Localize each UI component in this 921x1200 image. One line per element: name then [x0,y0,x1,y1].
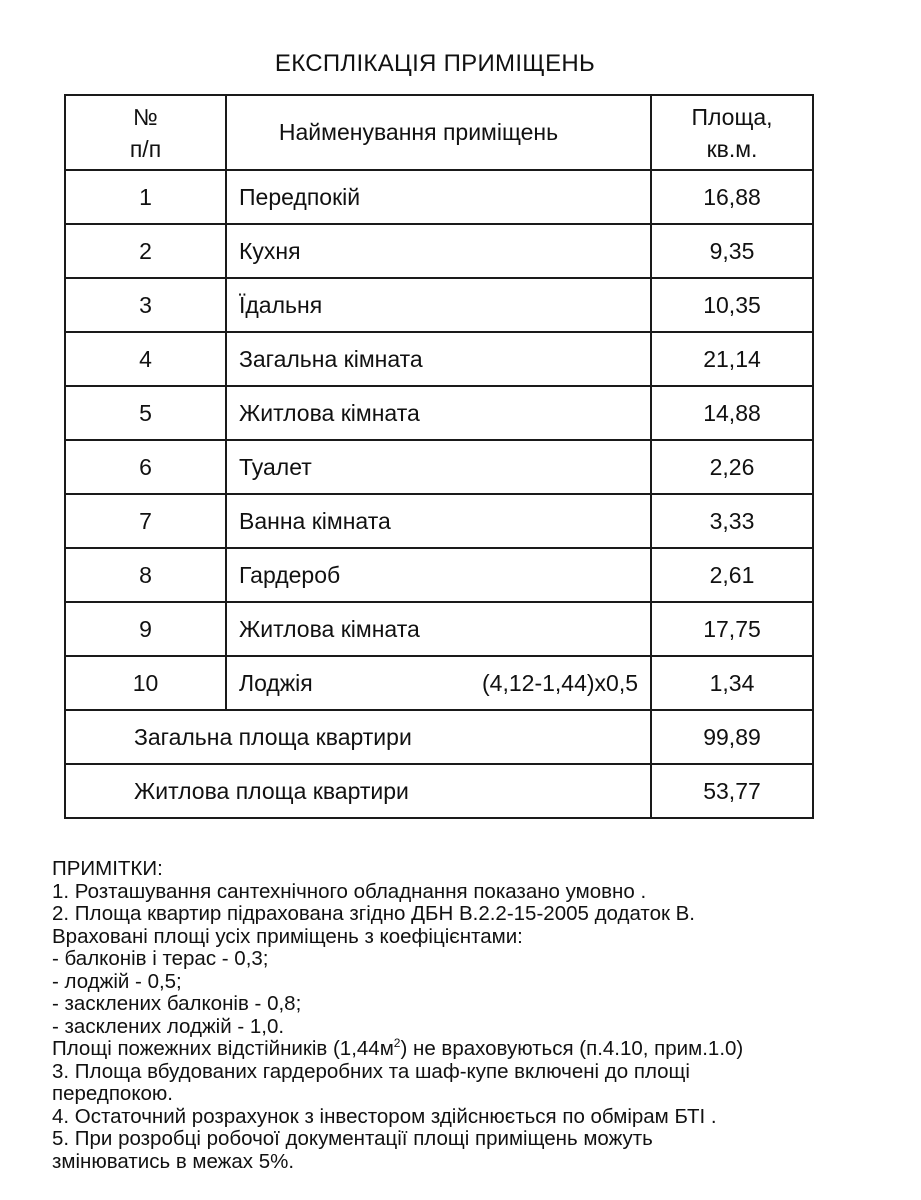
note-text: Площі пожежних відстійників (1,44м [52,1037,394,1060]
superscript: 2 [393,1036,401,1051]
note-line: - балконів і терас - 0,3; [52,947,269,970]
room-area: 1,34 [651,656,813,710]
header-number-line1: № [133,103,158,130]
notes-section [52,858,892,1173]
room-name-text: Передпокій [239,183,361,210]
room-name [226,170,651,224]
note-line: 1. Розташування сантехнічного обладнання показано умовно . [52,879,647,903]
row-number: 4 [65,332,226,386]
room-name [226,602,651,656]
living-area-label: Житлова площа квартири [65,764,651,818]
total-area-row [65,710,813,764]
room-area: 16,88 [651,170,813,224]
table-row [65,656,813,710]
room-name-text: Лоджія [239,669,313,696]
header-area [651,95,813,170]
room-area: 14,88 [651,386,813,440]
note-line: 2. Площа квартир підрахована згідно ДБН В.2.2-15-2005 додаток В. [52,902,696,925]
room-area: 2,26 [651,440,813,494]
room-name [226,224,651,278]
row-number: 7 [65,494,226,548]
note-line: 5. При розробці робочої документації площі приміщень можуть [52,1127,653,1150]
room-area: 9,35 [651,224,813,278]
room-name [226,494,651,548]
row-number: 9 [65,602,226,656]
document-title: ЕКСПЛІКАЦІЯ ПРИМІЩЕНЬ [274,50,596,77]
header-number-line2: п/п [129,135,162,162]
room-name [226,440,651,494]
room-name-text: Ванна кімната [239,507,391,534]
note-text: ) не враховуються (п.4.10, прим.1.0) [400,1037,744,1060]
table-row [65,440,813,494]
table-row [65,278,813,332]
note-line: - засклених балконів - 0,8; [52,992,302,1015]
room-name [226,332,651,386]
rooms-table [64,94,814,819]
row-number: 2 [65,224,226,278]
room-name-text: Їдальня [239,291,323,318]
total-area-label: Загальна площа квартири [65,710,651,764]
row-number: 5 [65,386,226,440]
header-number [65,95,226,170]
area-calculation: (4,12-1,44)х0,5 [482,669,638,696]
total-area-value: 99,89 [651,710,813,764]
row-number: 6 [65,440,226,494]
room-name-text: Житлова кімната [239,399,420,426]
room-name-text: Кухня [239,237,301,264]
living-area-value: 53,77 [651,764,813,818]
room-area: 10,35 [651,278,813,332]
header-room-name: Найменування приміщень [226,95,651,170]
room-name [226,656,651,710]
room-area: 21,14 [651,332,813,386]
note-line: змінюватись в межах 5%. [52,1149,295,1173]
row-number: 1 [65,170,226,224]
room-area: 2,61 [651,548,813,602]
room-name-text: Туалет [239,453,312,480]
room-name [226,278,651,332]
room-area: 3,33 [651,494,813,548]
room-name-text: Житлова кімната [239,615,420,642]
room-name-text: Загальна кімната [239,345,423,372]
table-row [65,170,813,224]
table-header-row [65,95,813,170]
table-row [65,494,813,548]
room-name [226,386,651,440]
row-number: 10 [65,656,226,710]
table-row [65,602,813,656]
header-area-line1: Площа, [691,103,773,130]
row-number: 8 [65,548,226,602]
note-line: 3. Площа вбудованих гардеробних та шаф-купе включені до площі [52,1059,690,1083]
living-area-row [65,764,813,818]
table-row [65,224,813,278]
note-line: - лоджій - 0,5; [52,969,182,993]
table-row [65,548,813,602]
note-line [52,1038,892,1061]
note-line: - засклених лоджій - 1,0. [52,1014,285,1038]
room-name-text: Гардероб [239,561,341,588]
room-name [226,548,651,602]
row-number: 3 [65,278,226,332]
header-area-line2: кв.м. [706,135,758,162]
room-area: 17,75 [651,602,813,656]
note-line: Враховані площі усіх приміщень з коефіцієнтами: [52,924,523,948]
note-line: 4. Остаточний розрахунок з інвестором здійснюється по обмірам БТІ . [52,1104,717,1128]
notes-heading: ПРИМІТКИ: [52,857,163,880]
note-line: передпокою. [52,1082,173,1105]
table-row [65,332,813,386]
table-row [65,386,813,440]
